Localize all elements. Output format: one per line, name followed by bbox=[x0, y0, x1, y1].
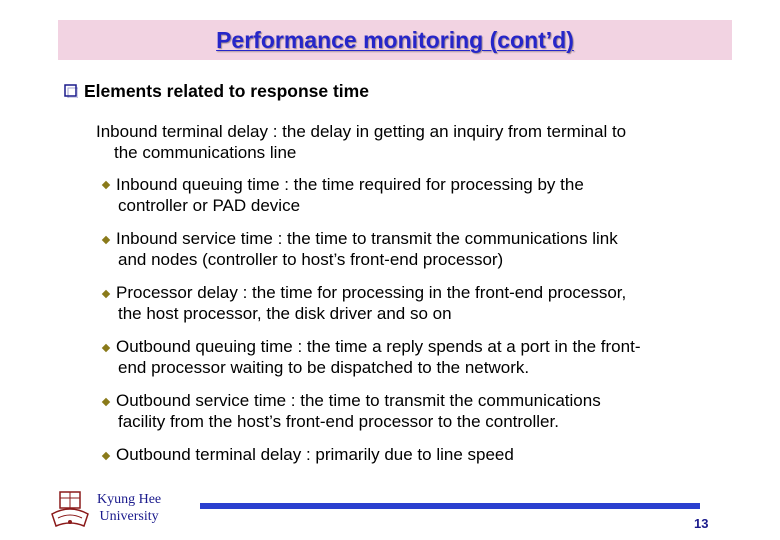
university-name-line-1: Kyung Hee bbox=[97, 492, 162, 507]
main-bullet-text: Elements related to response time bbox=[84, 81, 369, 101]
intro-line-1: Inbound terminal delay : the delay in getting an inquiry from terminal to bbox=[96, 122, 627, 141]
university-logo-icon bbox=[48, 490, 92, 530]
university-name bbox=[97, 491, 161, 525]
diamond-bullet-icon bbox=[102, 344, 110, 352]
list-item bbox=[116, 282, 626, 324]
list-item bbox=[116, 444, 514, 465]
diamond-bullet-icon bbox=[102, 398, 110, 406]
list-item-line-1: Outbound service time : the time to transmit the communications bbox=[116, 391, 601, 410]
diamond-bullet-icon bbox=[102, 181, 110, 189]
list-item bbox=[116, 174, 584, 216]
list-item-line-1: Outbound queuing time : the time a reply spends at a port in the front- bbox=[116, 337, 641, 356]
list-item-line-1: Outbound terminal delay : primarily due to line speed bbox=[116, 445, 514, 464]
diamond-bullet-icon bbox=[102, 290, 110, 298]
list-item-line-1: Inbound service time : the time to transmit the communications link bbox=[116, 229, 618, 248]
list-item-line-2: controller or PAD device bbox=[118, 196, 301, 215]
list-item-line-1: Processor delay : the time for processing in the front-end processor, bbox=[116, 283, 627, 302]
checkbox-bullet-icon bbox=[64, 84, 78, 98]
list-item bbox=[116, 390, 601, 432]
list-item-line-2: end processor waiting to be dispatched to the network. bbox=[118, 358, 530, 377]
list-item-line-2: and nodes (controller to host’s front-end processor) bbox=[118, 250, 504, 269]
list-item-line-2: the host processor, the disk driver and so on bbox=[118, 304, 452, 323]
list-item-line-1: Inbound queuing time : the time required for processing by the bbox=[116, 175, 584, 194]
page-number: 13 bbox=[694, 516, 709, 531]
intro-paragraph bbox=[96, 121, 626, 163]
list-item bbox=[116, 228, 618, 270]
title-bar bbox=[58, 20, 732, 60]
intro-line-2: the communications line bbox=[114, 143, 297, 162]
diamond-bullet-icon bbox=[102, 452, 110, 460]
list-item bbox=[116, 336, 640, 378]
list-item-line-2: facility from the host’s front-end processor to the controller. bbox=[118, 412, 559, 431]
diamond-bullet-icon bbox=[102, 236, 110, 244]
footer-divider bbox=[200, 503, 700, 509]
slide-title: Performance monitoring (cont’d) bbox=[216, 27, 574, 53]
university-name-line-2: University bbox=[99, 509, 159, 524]
